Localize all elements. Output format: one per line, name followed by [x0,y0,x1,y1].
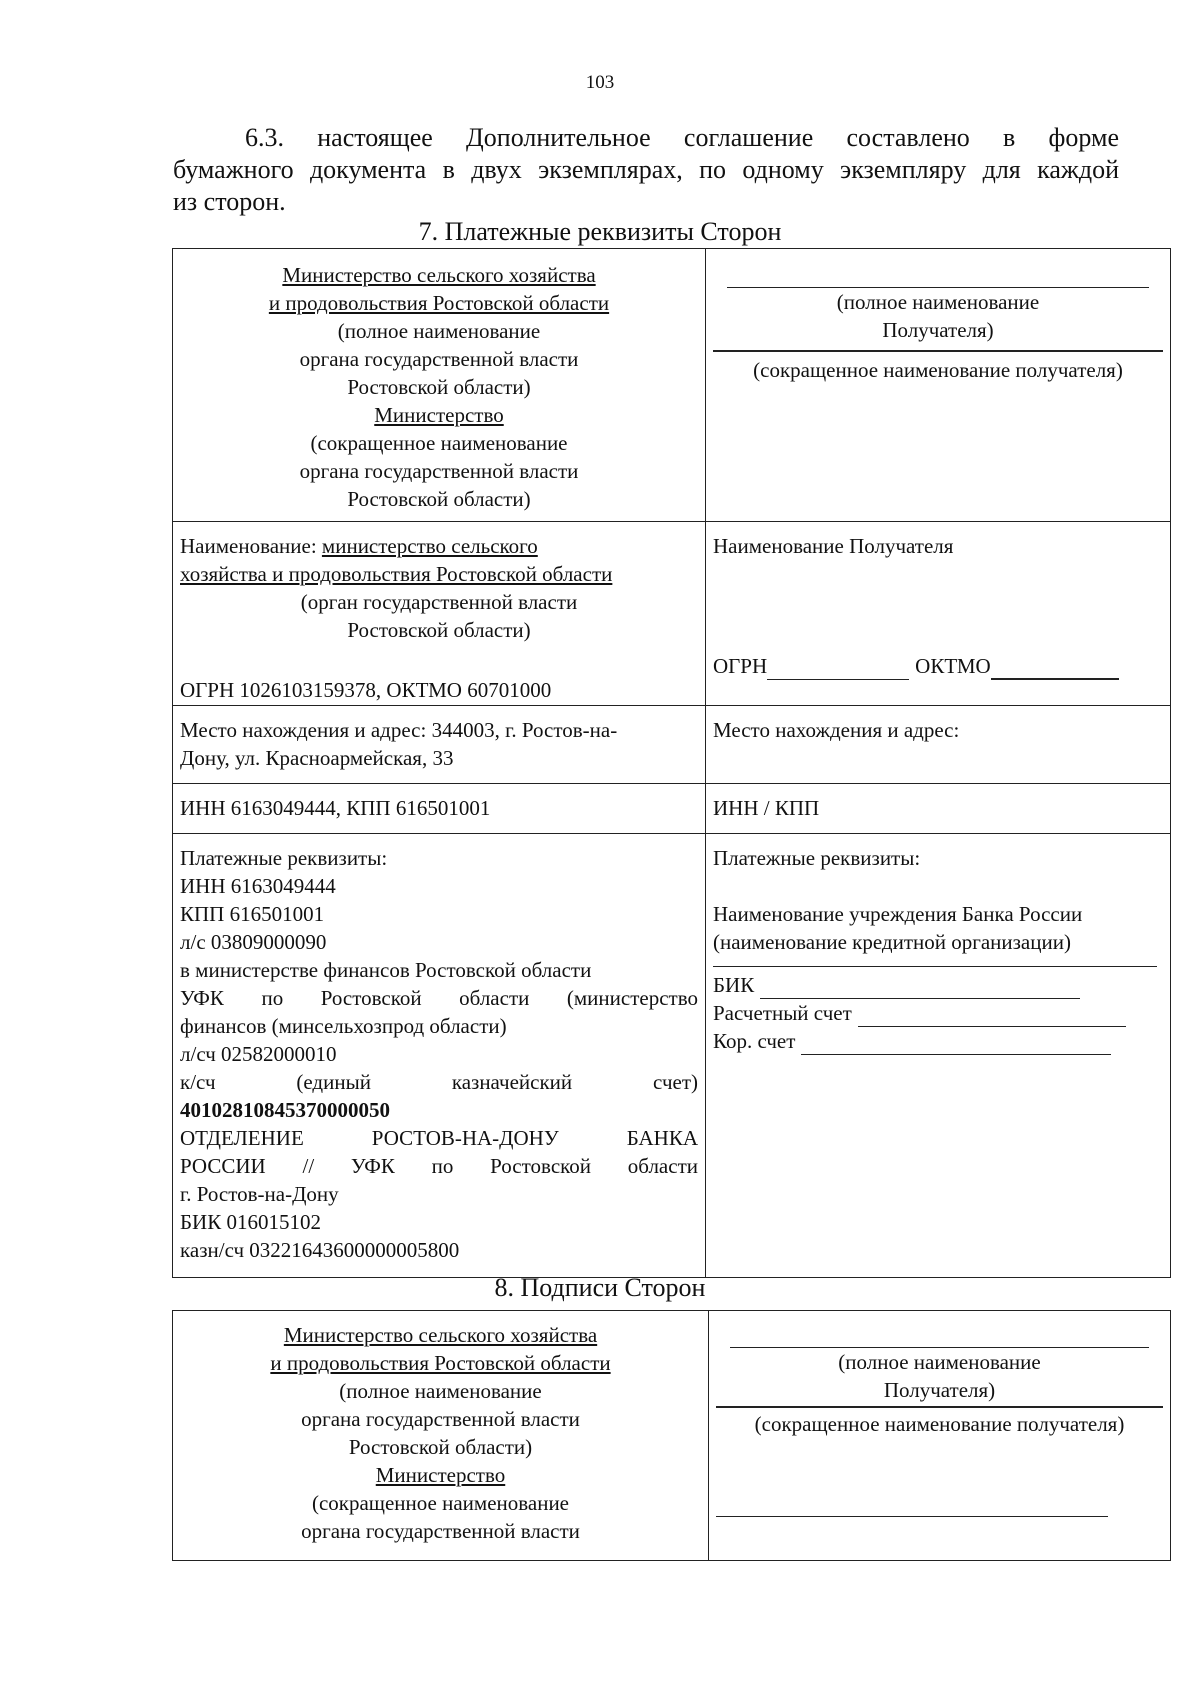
table-row [173,1311,1171,1561]
inn-cell [173,784,706,834]
payment-line: КПП 616501001 [180,902,325,926]
signature-blank[interactable] [716,1490,1108,1517]
corr-account-blank[interactable] [801,1032,1111,1055]
recipient-name-cell [706,522,1171,706]
table-row [173,784,1171,834]
oktmo-blank[interactable] [991,656,1119,680]
label: Наименование Получателя [713,534,954,558]
label: ИНН / КПП [713,796,820,820]
caption: Ростовской области) [347,487,531,511]
payment-line: ОТДЕЛЕНИЕ РОСТОВ-НА-ДОНУ БАНКА [180,1126,698,1150]
address-cell [173,706,706,784]
ministry-name: и продовольствия Ростовской области [270,1351,611,1375]
signatures-table [172,1310,1171,1561]
caption: (полное наименование [339,1379,542,1403]
payment-line: Платежные реквизиты: [180,846,388,870]
caption: Ростовской области) [347,375,531,399]
label: Место нахождения и адрес: [713,718,960,742]
ministry-name: и продовольствия Ростовской области [268,291,610,315]
recipient-inn-cell [706,784,1171,834]
table-row [173,249,1171,522]
intro-line: 6.3. настоящее Дополнительное соглашение составлено в форме [245,123,1119,152]
caption: Ростовской области) [348,1435,533,1459]
payment-line: ИНН 6163049444 [180,874,336,898]
value: министерство сельского [321,534,538,558]
caption: органа государственной власти [301,1519,580,1543]
section-7-title: 7. Платежные реквизиты Сторон [418,217,782,246]
payment-cell [173,834,706,1278]
caption: (полное наименование [836,290,1040,314]
payment-line: к/сч (единый казначейский счет) [180,1070,698,1094]
ministry-short-name: Министерство [375,1463,506,1487]
caption: (сокращенное наименование [310,431,568,455]
payment-line: л/сч 02582000010 [180,1042,337,1066]
treasury-account: 40102810845370000050 [180,1098,390,1122]
inn-kpp: ИНН 6163049444, КПП 616501001 [180,796,491,820]
recipient-name-blank[interactable] [727,261,1149,288]
section-8-title: 8. Подписи Сторон [494,1273,706,1302]
ministry-cell [173,249,706,522]
recipient-address-cell [706,706,1171,784]
payment-line: БИК 016015102 [180,1210,321,1234]
label: Наименование учреждения Банка России [713,902,1083,926]
address: Дону, ул. Красноармейская, 33 [180,746,454,770]
caption: (сокращенное наименование получателя) [754,1412,1125,1436]
ministry-short-name: Министерство [374,403,504,427]
caption: Получателя) [716,1376,1163,1408]
ministry-name: Министерство сельского хозяйства [283,1323,598,1347]
payment-line: УФК по Ростовской области (министерство [180,986,698,1010]
caption: Ростовской области) [347,618,531,642]
table-row [173,706,1171,784]
page-number: 103 [585,72,615,93]
value: хозяйства и продовольствия Ростовской области [180,562,613,586]
payment-line: в министерстве финансов Ростовской области [180,958,592,982]
payment-line: л/с 03809000090 [180,930,327,954]
name-cell [173,522,706,706]
payment-line: казн/сч 03221643600000005800 [180,1238,460,1262]
recipient-payment-cell [706,834,1171,1278]
payment-line: финансов (минсельхозпрод области) [180,1014,507,1038]
label: Наименование: [180,534,317,558]
ogrn-blank[interactable] [767,657,909,680]
bik-label: БИК [713,973,755,997]
intro-line: бумажного документа в двух экземплярах, по одному экземпляру для каждой [173,155,1119,184]
caption: (сокращенное наименование [311,1491,570,1515]
account-blank[interactable] [858,1004,1126,1027]
intro-paragraph [173,122,1119,218]
corr-label: Кор. счет [713,1029,796,1053]
payment-details-table [172,248,1171,1278]
address: Место нахождения и адрес: 344003, г. Ростов-на- [180,718,618,742]
recipient-name-blank[interactable] [730,1321,1149,1348]
caption: (полное наименование [337,319,541,343]
label: Платежные реквизиты: [713,846,921,870]
payment-line: РОССИИ // УФК по Ростовской области [180,1154,698,1178]
account-label: Расчетный счет [713,1001,852,1025]
bank-name-blank[interactable] [713,956,1157,967]
intro-line: из сторон. [173,187,286,216]
caption: (орган государственной власти [300,590,578,614]
caption: органа государственной власти [299,459,579,483]
caption: (полное наименование [838,1350,1041,1374]
caption: органа государственной власти [301,1407,580,1431]
recipient-cell [706,249,1171,522]
ogrn-label: ОГРН [713,654,768,678]
caption: (наименование кредитной организации) [713,930,1071,954]
table-row [173,834,1171,1278]
payment-line: г. Ростов-на-Дону [180,1182,339,1206]
bik-blank[interactable] [760,976,1080,999]
caption: органа государственной власти [299,347,579,371]
ministry-signature-cell [173,1311,709,1561]
caption: Получателя) [713,316,1163,352]
recipient-signature-cell [709,1311,1171,1561]
oktmo-label: ОКТМО [915,654,991,678]
table-row [173,522,1171,706]
ministry-name: Министерство сельского хозяйства [282,263,596,287]
ogrn-oktmo: ОГРН 1026103159378, ОКТМО 60701000 [180,678,552,702]
caption: (сокращенное наименование получателя) [753,358,1123,382]
